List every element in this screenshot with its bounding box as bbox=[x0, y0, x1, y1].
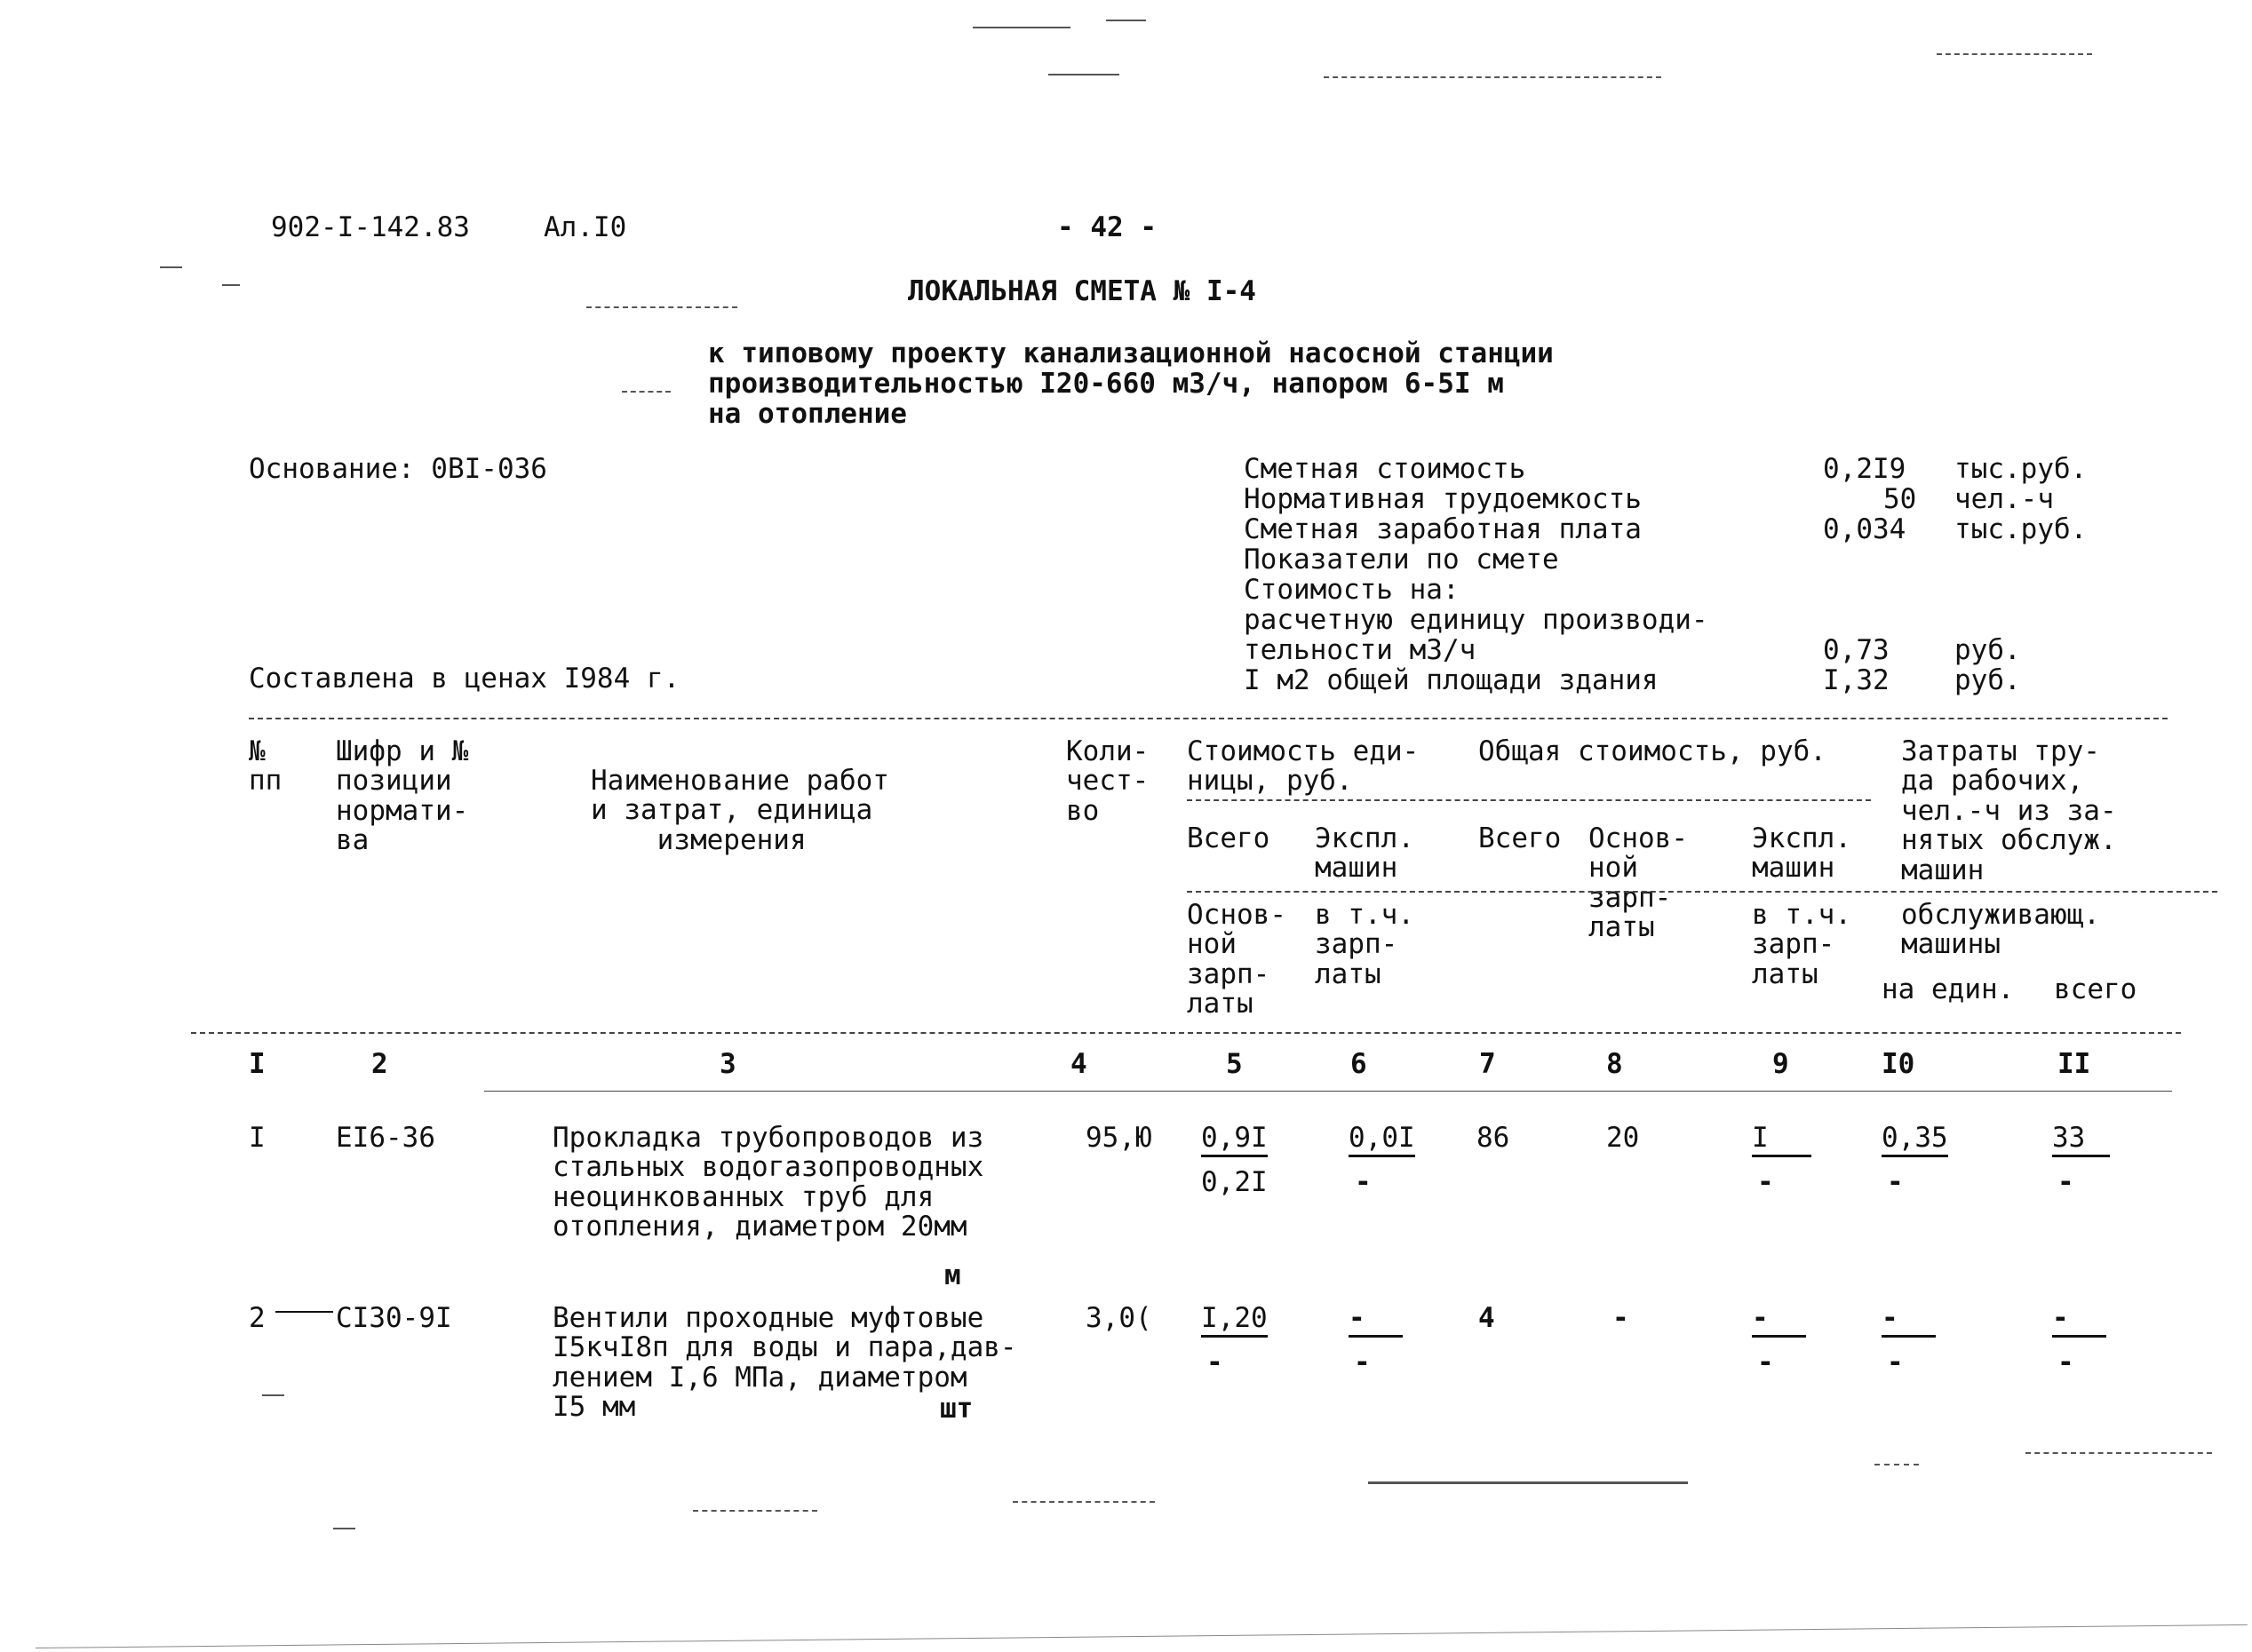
row-unit: шт bbox=[940, 1393, 974, 1425]
subtitle-line-2: производительностью I20-660 м3/ч, напором 6-5I м bbox=[708, 368, 1504, 400]
header-c10-per-unit: на един. bbox=[1882, 973, 2015, 1005]
summary-unit: тыс.руб. bbox=[1954, 453, 2088, 485]
summary-label: Стоимость на: bbox=[1244, 574, 1460, 606]
header-norm-code: Шифр и № позиции нормати- ва bbox=[336, 735, 469, 857]
summary-value: I,32 bbox=[1823, 664, 1890, 696]
column-number: 7 bbox=[1479, 1048, 1496, 1080]
header-c7-total: Всего bbox=[1478, 822, 1562, 854]
summary-label: Показатели по смете bbox=[1244, 544, 1559, 576]
scan-mark bbox=[1106, 20, 1146, 21]
scan-mark bbox=[973, 27, 1070, 28]
summary-unit: руб. bbox=[1954, 634, 2021, 666]
summary-label: Сметная заработная плата bbox=[1244, 513, 1642, 545]
header-c5-wages: Основ- ной зарп- латы bbox=[1187, 899, 1286, 1021]
header-c6-machines: Экспл. машин bbox=[1315, 822, 1414, 885]
subtitle-line-1: к типовому проекту канализационной насосной станции bbox=[708, 338, 1554, 369]
row-work-name: Вентили проходные муфтовые I5кчI8п для воды и пара,дав- лением I,6 МПа, диаметром I5 мм bbox=[553, 1302, 1017, 1424]
column-number: II bbox=[2057, 1048, 2091, 1080]
row-total-cost: 4 bbox=[1478, 1302, 1495, 1334]
basis-reference: Основание: 0BI-0З6 bbox=[249, 453, 547, 485]
header-c9-wages: в т.ч. зарп- латы bbox=[1752, 899, 1851, 990]
summary-value: 0,034 bbox=[1823, 513, 1906, 545]
row-leader-line bbox=[275, 1311, 333, 1313]
column-number: I0 bbox=[1882, 1048, 1915, 1080]
sheet-number: Ал.I0 bbox=[544, 211, 627, 243]
header-quantity: Коли- чест- во bbox=[1066, 735, 1150, 827]
header-service-machines: обслуживающ. машины bbox=[1901, 899, 2100, 961]
row-labor-total: 33 bbox=[2052, 1124, 2110, 1157]
row-quantity: 3,0( bbox=[1086, 1302, 1152, 1334]
document-title: ЛОКАЛЬНАЯ СМЕТА № I-4 bbox=[908, 275, 1256, 307]
row-unit-cost-wages: - bbox=[1206, 1346, 1223, 1378]
row-unit: м bbox=[944, 1259, 961, 1291]
scan-mark bbox=[222, 284, 240, 286]
header-c11-total: всего bbox=[2054, 973, 2137, 1005]
row-unit-cost-machine-wages: - bbox=[1354, 1346, 1371, 1378]
row-labor-per-unit-sub: - bbox=[1887, 1346, 1904, 1378]
header-subdivider bbox=[1187, 799, 1871, 801]
row-unit-cost-machines: 0,0I bbox=[1349, 1124, 1415, 1157]
scan-edge-line bbox=[36, 1624, 2248, 1648]
row-labor-per-unit: 0,35 bbox=[1882, 1124, 1948, 1157]
column-number: I bbox=[249, 1048, 266, 1080]
row-labor-total-sub: - bbox=[2057, 1346, 2074, 1378]
summary-value: 50 bbox=[1883, 483, 1917, 515]
row-quantity: 95,Ю bbox=[1086, 1122, 1152, 1154]
row-work-name: Прокладка трубопроводов из стальных водогазопроводных неоцинкованных труб для отопления, диаметром 20мм bbox=[553, 1122, 984, 1243]
column-number: 3 bbox=[720, 1048, 736, 1080]
scan-mark bbox=[1048, 74, 1119, 75]
header-subdivider-2 bbox=[1187, 891, 2217, 893]
column-number: 8 bbox=[1606, 1048, 1623, 1080]
scan-mark bbox=[160, 266, 182, 268]
row-labor-per-unit-sub: - bbox=[1887, 1166, 1904, 1198]
row-total-cost: 86 bbox=[1476, 1122, 1510, 1154]
row-total-wages: 20 bbox=[1606, 1122, 1640, 1154]
row-total-machine-wages: - bbox=[1757, 1346, 1774, 1378]
row-norm-code: CI30-9I bbox=[336, 1302, 452, 1334]
header-row-number: № пп bbox=[249, 735, 282, 798]
header-bottom-rule bbox=[191, 1032, 2181, 1034]
scan-mark bbox=[586, 306, 737, 308]
summary-unit: руб. bbox=[1954, 664, 2021, 696]
row-labor-total-sub: - bbox=[2057, 1166, 2074, 1198]
scan-mark bbox=[2025, 1452, 2212, 1454]
scan-mark bbox=[333, 1528, 355, 1529]
scan-mark bbox=[622, 391, 671, 393]
scan-mark bbox=[1324, 76, 1661, 78]
row-number: 2 bbox=[249, 1302, 266, 1334]
column-number: 2 bbox=[371, 1048, 388, 1080]
row-unit-cost-total: I,20 bbox=[1201, 1304, 1268, 1338]
summary-label: расчетную единицу производи- bbox=[1244, 604, 1708, 636]
column-number: 4 bbox=[1070, 1048, 1087, 1080]
scan-mark bbox=[1937, 53, 2092, 55]
row-labor-per-unit: - bbox=[1882, 1304, 1936, 1338]
scan-mark bbox=[262, 1394, 284, 1396]
column-numbers-rule bbox=[484, 1091, 2172, 1092]
summary-label: Нормативная трудоемкость bbox=[1244, 483, 1642, 515]
row-unit-cost-machine-wages: - bbox=[1355, 1166, 1372, 1198]
header-total-cost: Общая стоимость, руб. bbox=[1478, 735, 1826, 767]
row-total-machines: I bbox=[1752, 1124, 1811, 1157]
row-total-machine-wages: - bbox=[1757, 1166, 1774, 1198]
row-unit-cost-wages: 0,2I bbox=[1201, 1166, 1268, 1198]
row-unit-cost-machines: - bbox=[1349, 1304, 1403, 1338]
scan-mark bbox=[1368, 1481, 1688, 1484]
scan-mark bbox=[1874, 1464, 1919, 1465]
row-norm-code: EI6-36 bbox=[336, 1122, 435, 1154]
summary-unit: чел.-ч bbox=[1954, 483, 2054, 515]
table-top-rule bbox=[249, 718, 2168, 719]
scan-mark bbox=[693, 1510, 817, 1512]
summary-value: 0,2I9 bbox=[1823, 453, 1906, 485]
header-unit-cost: Стоимость еди- ницы, руб. bbox=[1187, 735, 1420, 798]
row-total-machines: - bbox=[1752, 1304, 1806, 1338]
header-c5-total: Всего bbox=[1187, 822, 1270, 854]
prices-note: Составлена в ценах I984 г. bbox=[249, 663, 680, 695]
row-number: I bbox=[249, 1122, 266, 1154]
summary-label: I м2 общей площади здания bbox=[1244, 664, 1659, 696]
subtitle-line-3: на отопление bbox=[708, 398, 907, 430]
summary-value: 0,73 bbox=[1823, 634, 1890, 666]
header-labor: Затраты тру- да рабочих, чел.-ч из за- нятых обслуж. машин bbox=[1901, 735, 2117, 886]
header-c6-wages: в т.ч. зарп- латы bbox=[1315, 899, 1414, 990]
header-work-name: Наименование работ и затрат, единица измерения bbox=[591, 765, 889, 856]
column-number: 6 bbox=[1350, 1048, 1367, 1080]
summary-label: тельности м3/ч bbox=[1244, 634, 1476, 666]
page-number: - 42 - bbox=[1057, 211, 1157, 243]
row-unit-cost-total: 0,9I bbox=[1201, 1124, 1268, 1157]
scan-mark bbox=[1013, 1501, 1155, 1503]
document-code: 902-I-142.83 bbox=[271, 211, 470, 243]
header-c9-machines: Экспл. машин bbox=[1752, 822, 1851, 885]
row-labor-total: - bbox=[2052, 1304, 2106, 1338]
column-number: 9 bbox=[1772, 1048, 1789, 1080]
column-number: 5 bbox=[1226, 1048, 1243, 1080]
row-total-wages: - bbox=[1612, 1302, 1629, 1334]
summary-label: Сметная стоимость bbox=[1244, 453, 1526, 485]
summary-unit: тыс.руб. bbox=[1954, 513, 2088, 545]
header-c8-wages: Основ- ной зарп- латы bbox=[1588, 822, 1688, 944]
